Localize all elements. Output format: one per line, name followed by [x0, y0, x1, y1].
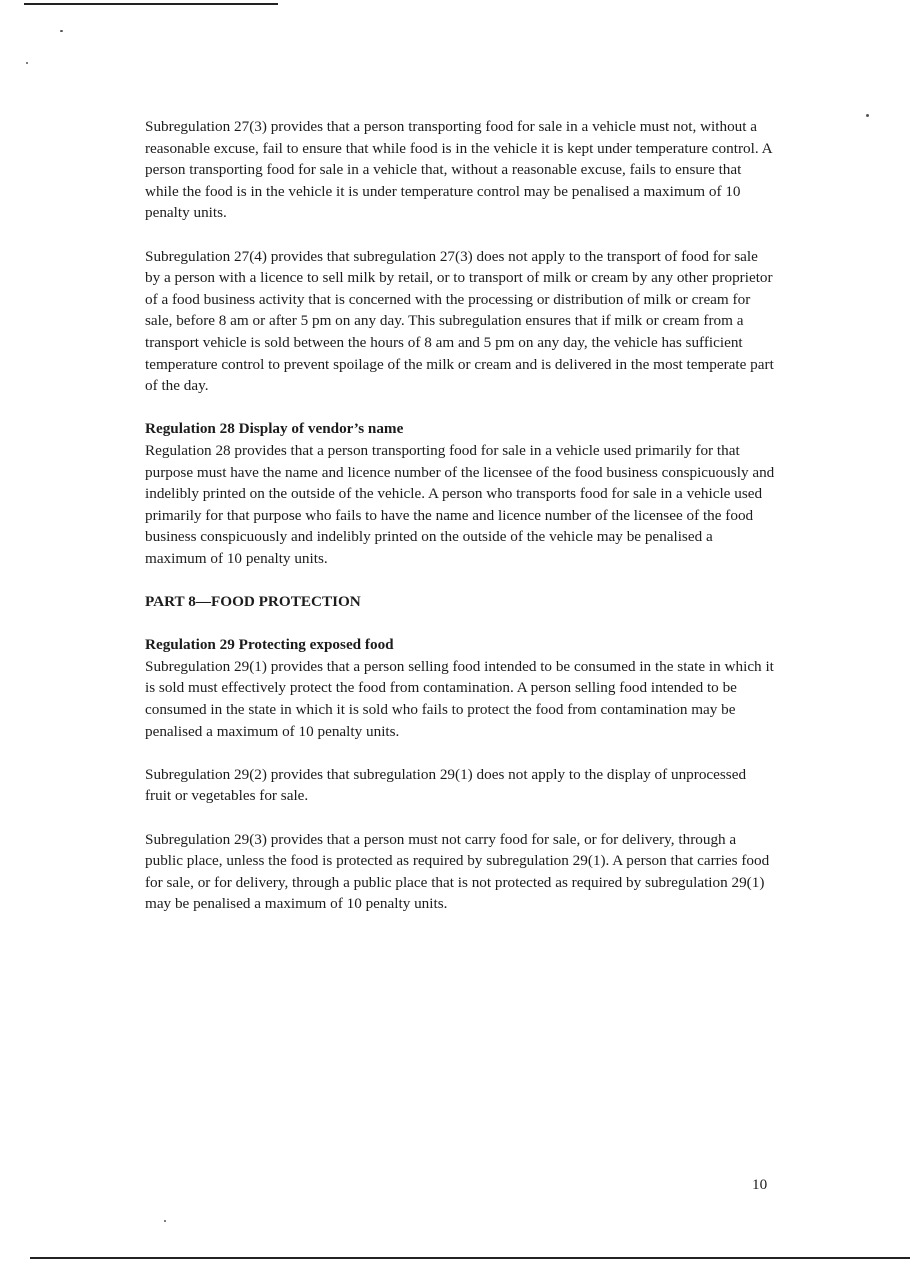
- regulation-28-heading: Regulation 28 Display of vendor’s name: [145, 420, 404, 438]
- scan-speck: [26, 62, 28, 64]
- paragraph-27-4: Subregulation 27(4) provides that subregulation 27(3) does not apply to the transport of food for sale by a person with a licence to sell milk by retail, or to transport of milk or cream by any other proprietor of a food business activity that is concerned with the processing or distribution of milk or cream for sale, before 8 am or after 5 pm on any day. This subregulation ensures that if milk or cream from a transport vehicle is sold between the hours of 8 am and 5 pm on any day, the vehicle has sufficient temperature control to prevent spoilage of the milk or cream and is delivered in the most temperate part of the day.: [145, 247, 774, 395]
- page-number: 10: [752, 1176, 768, 1193]
- scan-speck: [866, 114, 869, 117]
- scan-border-top: [24, 3, 278, 5]
- scan-border-bottom: [30, 1257, 910, 1259]
- paragraph-27-3: Subregulation 27(3) provides that a person transporting food for sale in a vehicle must not, without a reasonable excuse, fail to ensure that while food is in the vehicle it is kept under temperature control. A person transporting food for sale in a vehicle that, without a reasonable excuse, fails to ensure that while the food is in the vehicle it is under temperature control may be penalised a maximum of 10 penalty units.: [145, 118, 772, 222]
- scan-speck: [60, 30, 63, 32]
- paragraph-29-2: Subregulation 29(2) provides that subregulation 29(1) does not apply to the display of unprocessed fruit or vegetables for sale.: [145, 765, 747, 805]
- paragraph-28: Regulation 28 provides that a person transporting food for sale in a vehicle used primarily for that purpose must have the name and licence number of the licensee of the food business conspicuously and indelibly printed on the outside of the vehicle. A person who transports food for sale in a vehicle used primarily for that purpose who fails to have the name and licence number of the licensee of the food business conspicuously and indelibly printed on the outside of the vehicle may be penalised a maximum of 10 penalty units.: [145, 441, 775, 567]
- regulation-29-heading: Regulation 29 Protecting exposed food: [145, 636, 394, 654]
- paragraph-29-1: Subregulation 29(1) provides that a person selling food intended to be consumed in the state in which it is sold must effectively protect the food from contamination. A person selling food intended to be consumed in the state in which it is sold who fails to protect the food from contamination may be penalised a maximum of 10 penalty units.: [145, 657, 774, 740]
- part-8-heading: PART 8—FOOD PROTECTION: [145, 593, 361, 611]
- document-body: [145, 116, 775, 937]
- scan-speck: [164, 1220, 166, 1222]
- paragraph-29-3: Subregulation 29(3) provides that a person must not carry food for sale, or for delivery, through a public place, unless the food is protected as required by subregulation 29(1). A person that carries food for sale, or for delivery, through a public place that is not protected as required by subregulation 29(1) may be penalised a maximum of 10 penalty units.: [145, 830, 770, 913]
